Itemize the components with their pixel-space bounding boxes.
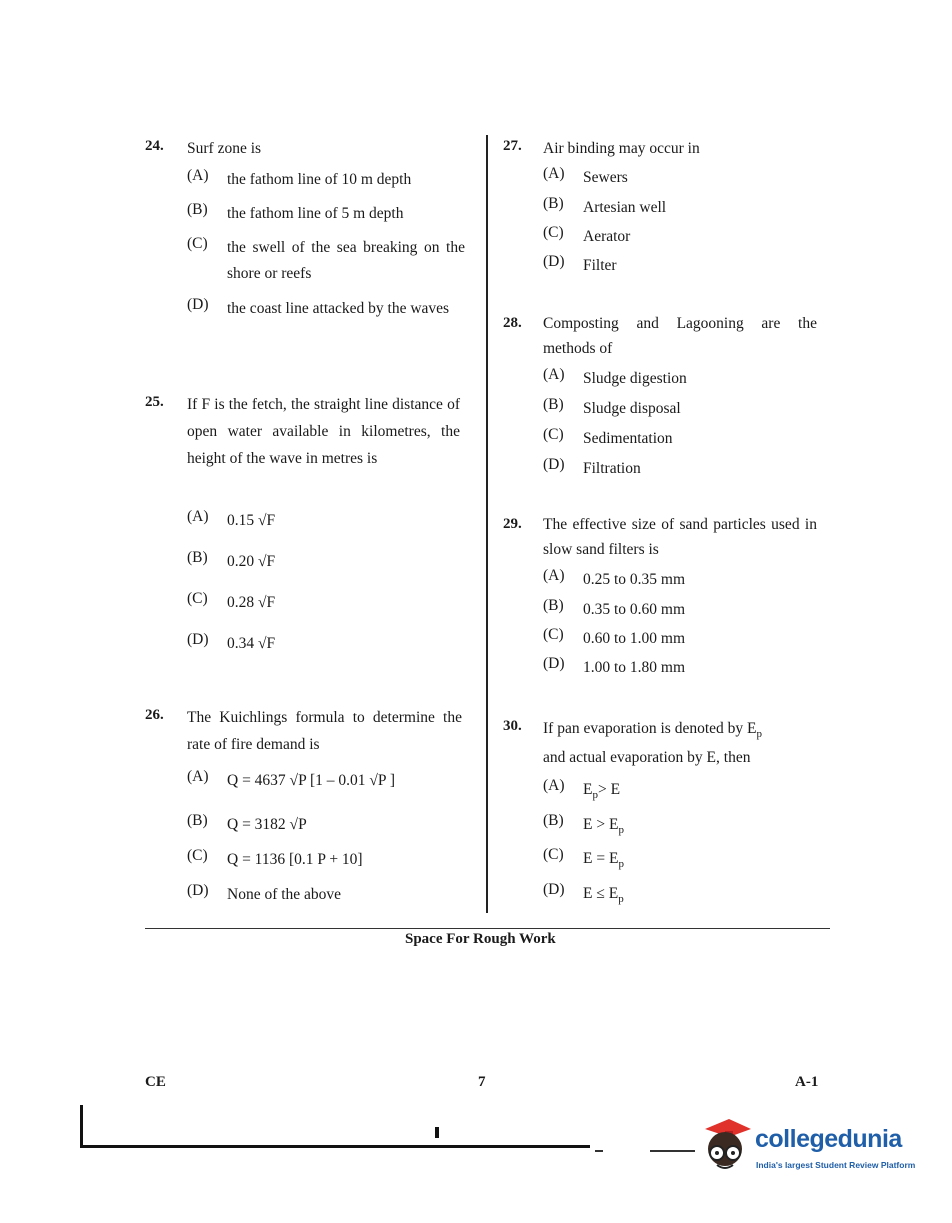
option-b: (B) Artesian well [543,195,667,216]
option-d: (D) 0.34 √F [187,631,276,652]
option-d: (D) Filtration [543,456,641,477]
option-a: (A) Sewers [543,165,628,186]
option-a: (A) Q = 4637 √P [1 – 0.01 √P ] [187,768,395,789]
option-a: (A) $E_p> E$ [543,777,621,801]
scan-mark-dash [650,1150,695,1152]
scan-mark-horizontal [80,1145,590,1148]
option-b: (B) Sludge disposal [543,396,681,417]
rough-work-label: Space For Rough Work [405,931,556,947]
option-c: (C) Sedimentation [543,426,673,447]
question-text: Air binding may occur in [543,140,700,157]
option-d: (D) Filter [543,253,617,274]
question-text: Composting and Lagooning are the methods of [543,315,817,357]
question-number: 27. [503,138,522,154]
rough-work-rule [145,928,830,929]
footer-subject-code: CE [145,1074,166,1090]
option-d: (D) $E \le E_p$ [543,881,624,905]
collegedunia-logo [695,1115,925,1185]
question-text: The effective size of sand particles used in slow sand filters is [543,516,817,558]
option-c: (C) $E = E_p$ [543,846,624,870]
mascot-icon [695,1115,755,1181]
scan-mark-dash [595,1150,603,1152]
question-text: If pan evaporation is denoted by $E_p$ and actual evaporation by E, then [543,720,762,766]
option-c: (C) 0.60 to 1.00 mm [543,626,686,647]
brand-name: collegedunia [755,1125,902,1153]
scan-mark-vertical [80,1105,83,1147]
column-divider [486,135,488,913]
question-number: 24. [145,138,164,154]
question-number: 29. [503,516,522,532]
option-d: (D) 1.00 to 1.80 mm [543,655,686,676]
question-number: 26. [145,707,164,723]
question-text: The Kuichlings formula to determine the rate of fire demand is [187,709,462,753]
question-number: 28. [503,315,522,331]
question-number: 30. [503,718,522,734]
booklet-code: A-1 [795,1074,819,1090]
option-a: (A) 0.25 to 0.35 mm [543,567,686,588]
option-b: (B) the fathom line of 5 m depth [187,201,404,222]
brand-tagline: India's largest Student Review Platform [756,1160,916,1170]
question-number: 25. [145,394,164,410]
option-a: (A) the fathom line of 10 m depth [187,167,412,188]
option-b: (B) 0.35 to 0.60 mm [543,597,686,618]
question-text: If F is the fetch, the straight line distance of open water available in kilometres, the height of the wave in metres is [187,396,460,467]
option-c: (C) 0.28 √F [187,590,276,611]
option-b: (B) 0.20 √F [187,549,276,570]
option-b: (B) $E > E_p$ [543,812,624,836]
page-number: 7 [478,1074,486,1090]
option-a: (A) Sludge digestion [543,366,687,387]
option-d: (D) the coast line attacked by the waves [187,296,450,317]
option-a: (A) 0.15 √F [187,508,276,529]
option-c: (C) Q = 1136 [0.1 P + 10] [187,847,363,868]
question-text: Surf zone is [187,140,262,157]
option-c: (C) Aerator [543,224,631,245]
option-d: (D) None of the above [187,882,342,903]
option-b: (B) Q = 3182 √P [187,812,307,833]
scan-mark-dot [435,1127,439,1138]
option-c: (C) the swell of the sea breaking on the shore or reefs [187,235,465,282]
